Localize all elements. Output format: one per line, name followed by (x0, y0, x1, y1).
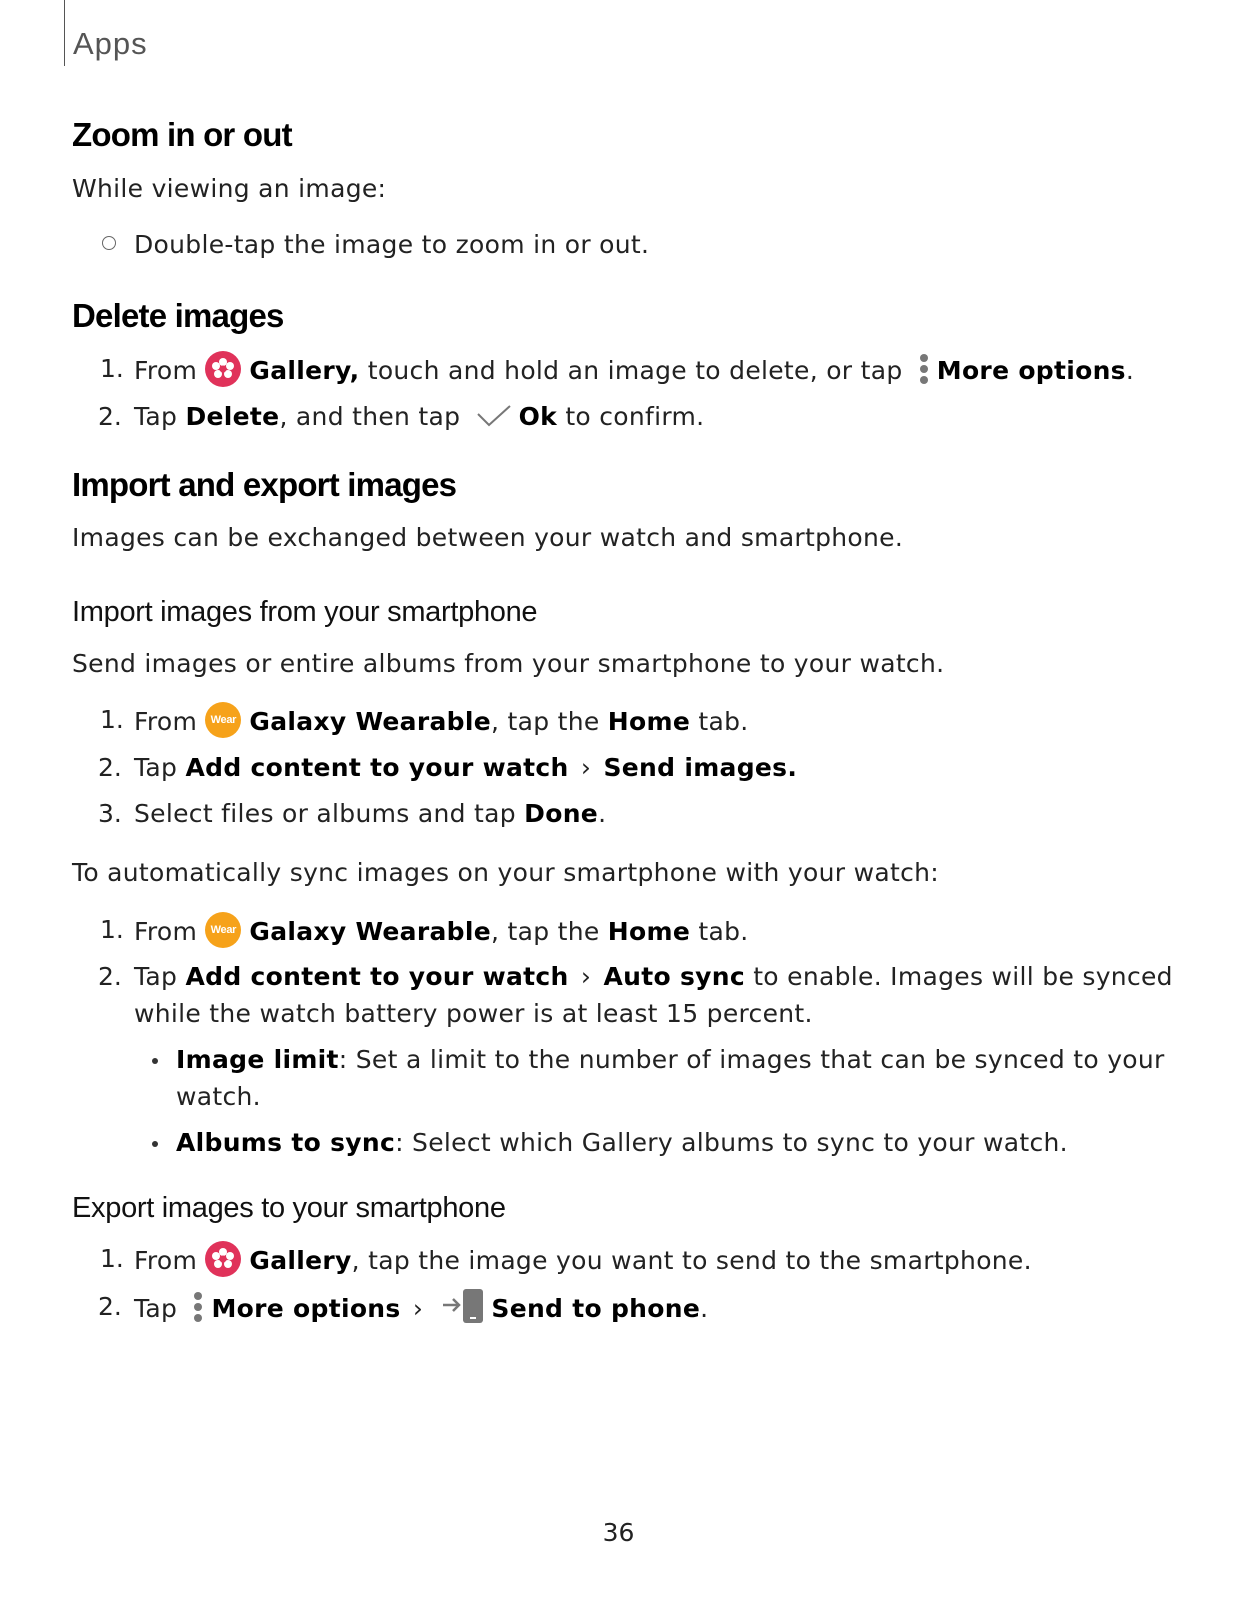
menu-label-send-images: Send images. (603, 753, 798, 782)
delete-step-1: From Gallery, touch and hold an image to delete, or tap More options. (134, 354, 1134, 390)
action-label-send-to-phone: Send to phone (491, 1294, 701, 1323)
step-number: 2. (98, 962, 122, 991)
setting-label-auto-sync: Auto sync (603, 962, 745, 991)
bullet-dot (152, 1058, 158, 1064)
import-step-2: Tap Add content to your watch › Send images. (134, 753, 798, 782)
step-text: touch and hold an image to delete, or tap (367, 356, 903, 385)
action-label-delete: Delete (185, 402, 280, 431)
chevron-right-icon: › (412, 1294, 424, 1323)
import-intro: Send images or entire albums from your smartphone to your watch. (72, 649, 945, 678)
zoom-bullet-text: Double-tap the image to zoom in or out. (134, 230, 650, 259)
more-options-icon (191, 1291, 205, 1323)
heading-zoom: Zoom in or out (72, 116, 292, 153)
galaxy-wearable-icon: Wear (205, 702, 241, 738)
gallery-icon (205, 1241, 241, 1277)
setting-label-image-limit: Image limit (176, 1045, 339, 1074)
heading-delete: Delete images (72, 297, 284, 334)
step-number: 3. (98, 799, 122, 828)
import-step-3: Select files or albums and tap Done. (134, 799, 607, 828)
action-label-ok: Ok (518, 402, 558, 431)
galaxy-wearable-icon: Wear (205, 912, 241, 948)
subheading-export: Export images to your smartphone (72, 1192, 506, 1224)
delete-step-2: Tap Delete, and then tap Ok to confirm. (134, 402, 705, 431)
check-icon (475, 403, 513, 429)
import-export-intro: Images can be exchanged between your watch and smartphone. (72, 523, 904, 552)
menu-label-add-content: Add content to your watch (185, 962, 569, 991)
step-number: 1. (100, 705, 124, 734)
chevron-right-icon: › (580, 962, 592, 991)
step-number: 1. (100, 354, 124, 383)
bullet-dot (152, 1141, 158, 1147)
auto-sync-intro: To automatically sync images on your smartphone with your watch: (72, 858, 939, 887)
send-to-phone-icon (441, 1288, 485, 1324)
auto-step-1: From Wear Galaxy Wearable, tap the Home tab. (134, 915, 749, 951)
app-name-gallery: Gallery (249, 1246, 352, 1275)
step-number: 2. (98, 402, 122, 431)
circle-bullet-icon (102, 236, 116, 250)
action-label-done: Done (524, 799, 599, 828)
setting-label-albums-to-sync: Albums to sync (176, 1128, 396, 1157)
tab-label-home: Home (607, 707, 691, 736)
chevron-right-icon: › (580, 753, 592, 782)
step-number: 2. (98, 753, 122, 782)
zoom-intro: While viewing an image: (72, 174, 387, 203)
menu-label-more-options: More options (936, 356, 1126, 385)
export-step-2: Tap More options › Send to phone. (134, 1292, 708, 1328)
section-label: Apps (73, 26, 148, 61)
step-number: 1. (100, 915, 124, 944)
menu-label-more-options: More options (211, 1294, 401, 1323)
step-number: 2. (98, 1292, 122, 1321)
app-name-gallery: Gallery, (249, 356, 360, 385)
gallery-icon (205, 351, 241, 387)
import-step-1: From Wear Galaxy Wearable, tap the Home tab. (134, 705, 749, 741)
auto-step-2-line2: while the watch battery power is at least 15 percent. (134, 999, 813, 1028)
app-name-galaxy-wearable: Galaxy Wearable (249, 707, 491, 736)
export-step-1: From Gallery, tap the image you want to send to the smartphone. (134, 1244, 1032, 1280)
page-number: 36 (602, 1518, 635, 1547)
more-options-icon (917, 353, 931, 385)
tab-label-home: Home (607, 917, 691, 946)
app-name-galaxy-wearable: Galaxy Wearable (249, 917, 491, 946)
heading-import-export: Import and export images (72, 466, 457, 503)
sub-option-image-limit-line2: watch. (176, 1082, 261, 1111)
section-divider (64, 0, 65, 66)
step-number: 1. (100, 1244, 124, 1273)
subheading-import: Import images from your smartphone (72, 596, 538, 628)
step-text: From (134, 356, 198, 385)
sub-option-albums: Albums to sync: Select which Gallery albums to sync to your watch. (176, 1128, 1068, 1157)
sub-option-image-limit: Image limit: Set a limit to the number of images that can be synced to your (176, 1045, 1165, 1074)
menu-label-add-content: Add content to your watch (185, 753, 569, 782)
auto-step-2: Tap Add content to your watch › Auto sync to enable. Images will be synced (134, 962, 1173, 991)
